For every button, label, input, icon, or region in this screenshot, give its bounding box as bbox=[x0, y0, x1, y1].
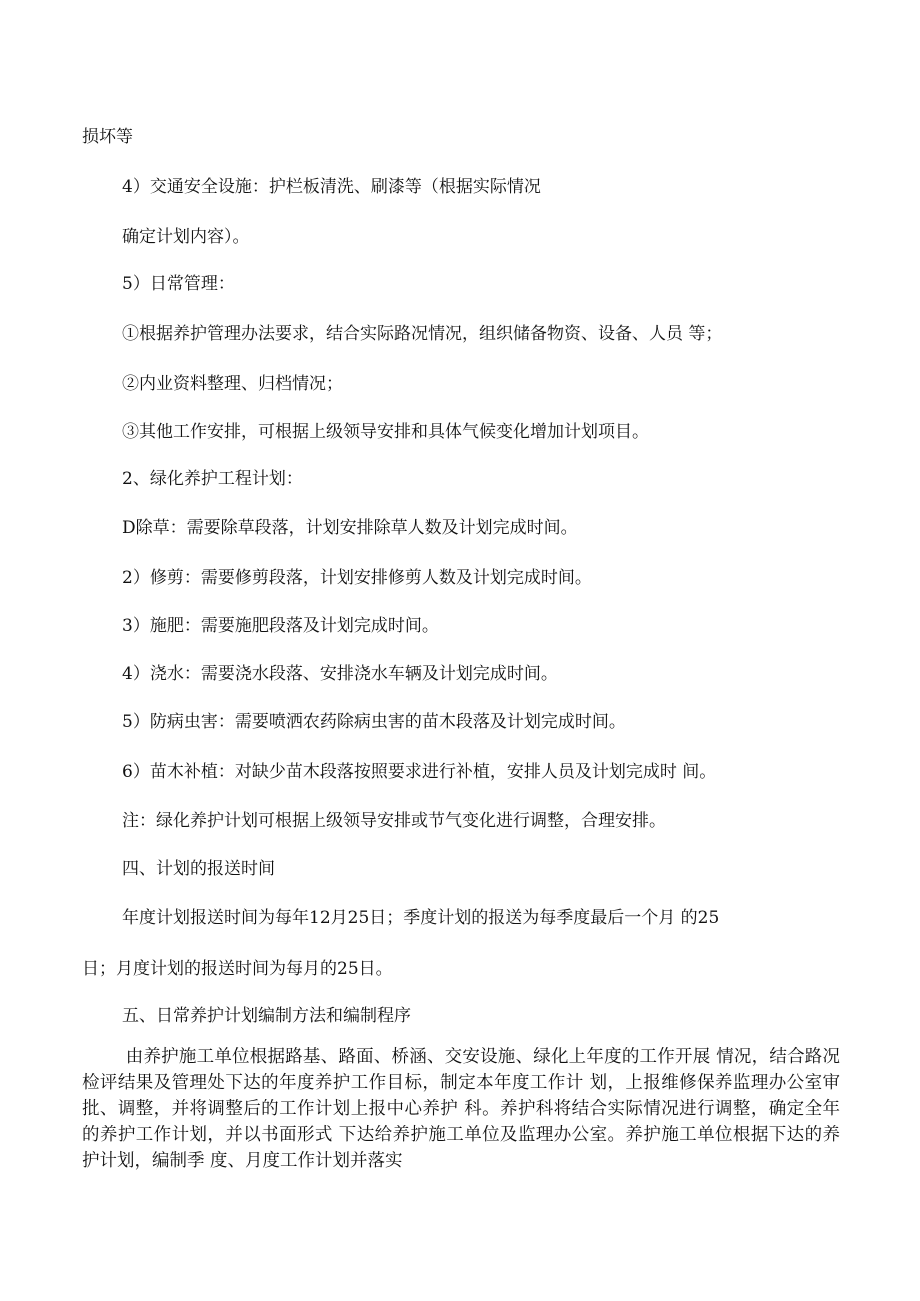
text-line-replanting: 6）苗木补植：对缺少苗木段落按照要求进行补植，安排人员及计划完成时 间。 bbox=[122, 762, 717, 782]
text-line-item-1: ①根据养护管理办法要求，结合实际路况情况，组织储备物资、设备、人员 等； bbox=[122, 324, 723, 344]
text-line-item-2: ②内业资料整理、归档情况； bbox=[122, 374, 343, 394]
text-line-watering: 4）浇水：需要浇水段落、安排浇水车辆及计划完成时间。 bbox=[122, 664, 558, 684]
text-line-weeding: D除草：需要除草段落，计划安排除草人数及计划完成时间。 bbox=[122, 518, 578, 538]
text-line-submission-schedule-cont: 日；月度计划的报送时间为每月的25日。 bbox=[82, 959, 393, 979]
section-heading-greening: 2、绿化养护工程计划： bbox=[122, 469, 303, 489]
text-line-note: 注：绿化养护计划可根据上级领导安排或节气变化进行调整，合理安排。 bbox=[122, 811, 666, 831]
text-line-fertilizing: 3）施肥：需要施肥段落及计划完成时间。 bbox=[122, 616, 439, 636]
text-line-plan-content: 确定计划内容）。 bbox=[122, 227, 250, 247]
text-line-pruning: 2）修剪：需要修剪段落，计划安排修剪人数及计划完成时间。 bbox=[122, 568, 592, 588]
text-line-item-3: ③其他工作安排，可根据上级领导安排和具体气候变化增加计划项目。 bbox=[122, 422, 649, 442]
text-line-daily-management: 5）日常管理： bbox=[122, 274, 235, 294]
text-line-submission-schedule: 年度计划报送时间为每年12月25日；季度计划的报送为每季度最后一个月 的25 bbox=[122, 908, 720, 928]
text-line-traffic-safety: 4）交通安全设施：护栏板清洗、刷漆等（根据实际情况 bbox=[122, 177, 541, 197]
section-heading-compilation-method: 五、日常养护计划编制方法和编制程序 bbox=[122, 1006, 411, 1026]
section-heading-submission-time: 四、计划的报送时间 bbox=[122, 859, 275, 879]
body-paragraph-compilation-procedure: 由养护施工单位根据路基、路面、桥涵、交安设施、绿化上年度的工作开展 情况，结合路况检评结果及管理处下达的年度养护工作目标，制定本年度工作计 划，上报维修保养监理办公室审批、调整，并将调整后的工作计划上报中心养护 科。养护科将结合实际情况进行调整，确定全年的养护工作计划，并以书面形式 下达给养护施工单位及监理办公室。养护施工单位根据下达的养护计划，编制季 度、月度工作计划并落实 bbox=[82, 1047, 840, 1171]
text-line-pest-control: 5）防病虫害：需要喷洒农药除病虫害的苗木段落及计划完成时间。 bbox=[122, 712, 626, 732]
text-line-damage: 损坏等 bbox=[82, 127, 133, 147]
